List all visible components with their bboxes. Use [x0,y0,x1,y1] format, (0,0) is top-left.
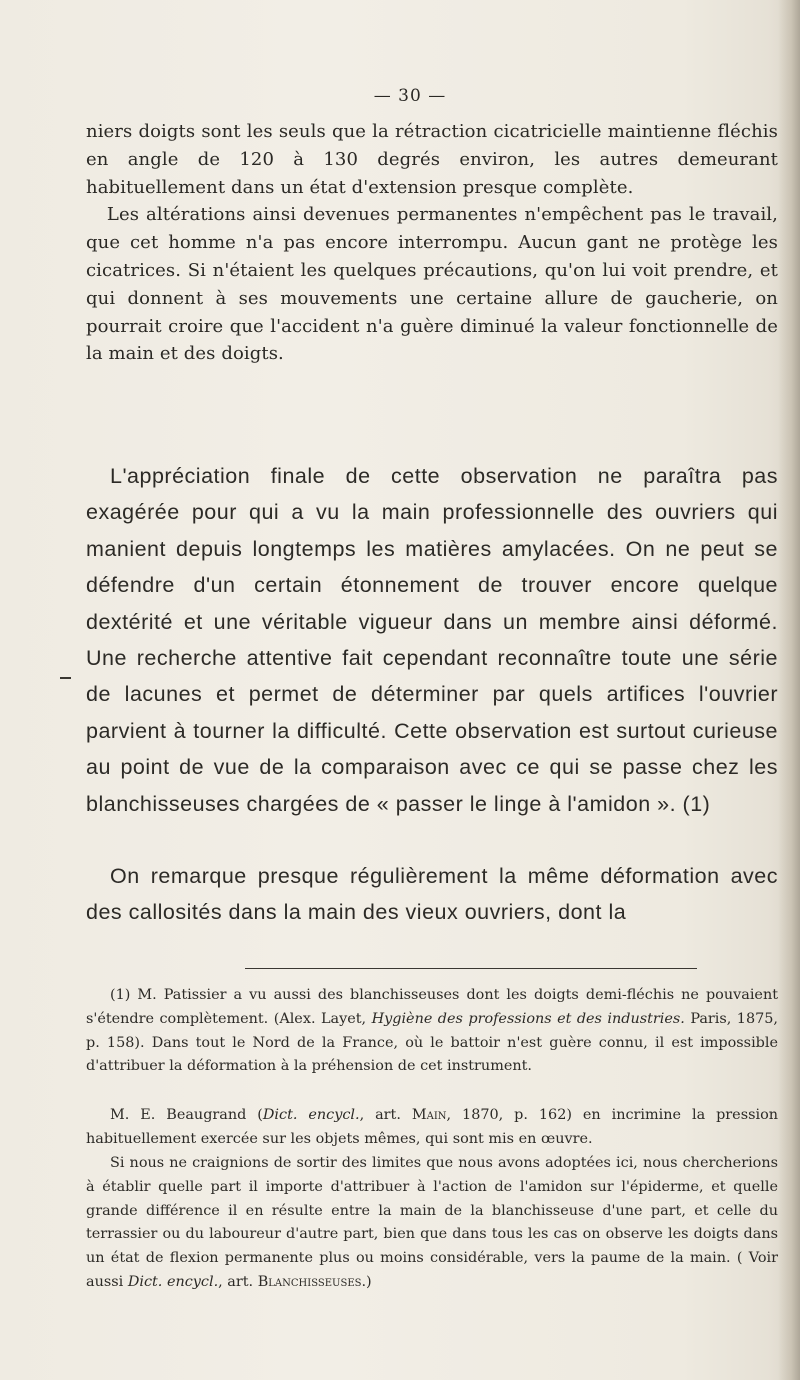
footnote-3-text-a: Si nous ne craignions de sortir des limites que nous avons adoptées ici, nous chercherions à établir quelle part il importe d'attribuer à l'action de l'amidon sur l'épiderme, et quelle grande différence il en résulte entre la main de la blanchisseuse d'une part, et celle du terrassier ou du laboureur d'autre part, bien que dans tous les cas on observe les doigts dans un état de flexion permanente plus ou moins considérable, vers la paume de la main. ( Voir aussi [86,1155,778,1290]
margin-mark [60,677,71,679]
footnote-2 [86,1104,778,1152]
footnote-2-article: Main [411,1107,447,1123]
footnote-3-text-c: .) [361,1273,372,1290]
main-paragraph-second: On remarque presque régulièrement la même déformation avec des callosités dans la main des vieux ouvriers, dont la [86,864,778,925]
top-paragraph-second-text: Les altérations ainsi devenues permanentes n'empêchent pas le travail, que cet homme n'a pas encore interrompu. Aucun gant ne protège les cicatrices. Si n'étaient les quelques précautions, qu'on lui voit prendre, et qui donnent à ses mouvements une certaine allure de gaucherie, on pourrait croire que l'accident n'a guère diminué la valeur fonctionnelle de la main et des doigts. [86,204,778,365]
footnote-1 [86,984,778,1079]
page-edge-shadow [778,0,800,1380]
footnote-1-text-a: (1) M. Patissier a vu aussi des blanchisseuses dont les doigts demi-fléchis ne pouvaient s'étendre complètement. (Alex. Layet, [86,987,778,1027]
main-paragraph-first: L'appréciation finale de cette observation ne paraîtra pas exagérée pour qui a vu la main professionnelle des ouvriers qui manient depuis longtemps les matières amylacées. On ne peut se défendre d'un certain étonnement de trouver encore quelque dextérité et une véritable vigueur dans un membre ainsi déformé. Une recherche attentive fait cependant reconnaître toute une série de lacunes et permet de déterminer par quels artifices l'ouvrier parvient à tourner la difficulté. Cette observation est surtout curieuse au point de vue de la comparaison avec ce qui se passe chez les blanchisseuses chargées de « passer le linge à l'amidon ». (1) [86,464,778,816]
footnote-2-text-a: M. E. Beaugrand ( [110,1107,263,1123]
footnote-1-title: Hygiène des professions et des industries. [371,1010,685,1027]
footnote-3 [86,1152,778,1295]
top-paragraph-continuation: niers doigts sont les seuls que la rétraction cicatricielle maintienne fléchis en angle de 120 à 130 degrés environ, les autres demeurant habituellement dans un état d'extension presque complète. [86,121,778,198]
top-paragraph [86,118,778,368]
footnote-2-text-b: , art. [359,1107,401,1123]
footnote-2-title: Dict. encycl. [262,1107,360,1123]
top-paragraph-second [86,204,778,364]
footnote-3-text-b: , art. [218,1273,254,1290]
footnote-3-title: Dict. encycl. [127,1273,219,1290]
footnote-1-text-b: Paris, 1875, p. 158). Dans tout le Nord de la France, où le battoir n'est guère connu, il est impossible d'attribuer la déformation à la préhension de cet instrument. [86,1010,779,1075]
page-number: — 30 — [373,86,447,106]
footnote-2-text-c: , 1870, p. 162) en incrimine la pression habituellement exercée sur les objets mêmes, qui sont mis en œuvre. [86,1107,779,1147]
footnote-3-article: Blanchisseuses [257,1273,362,1290]
footnote-separator [245,968,697,969]
